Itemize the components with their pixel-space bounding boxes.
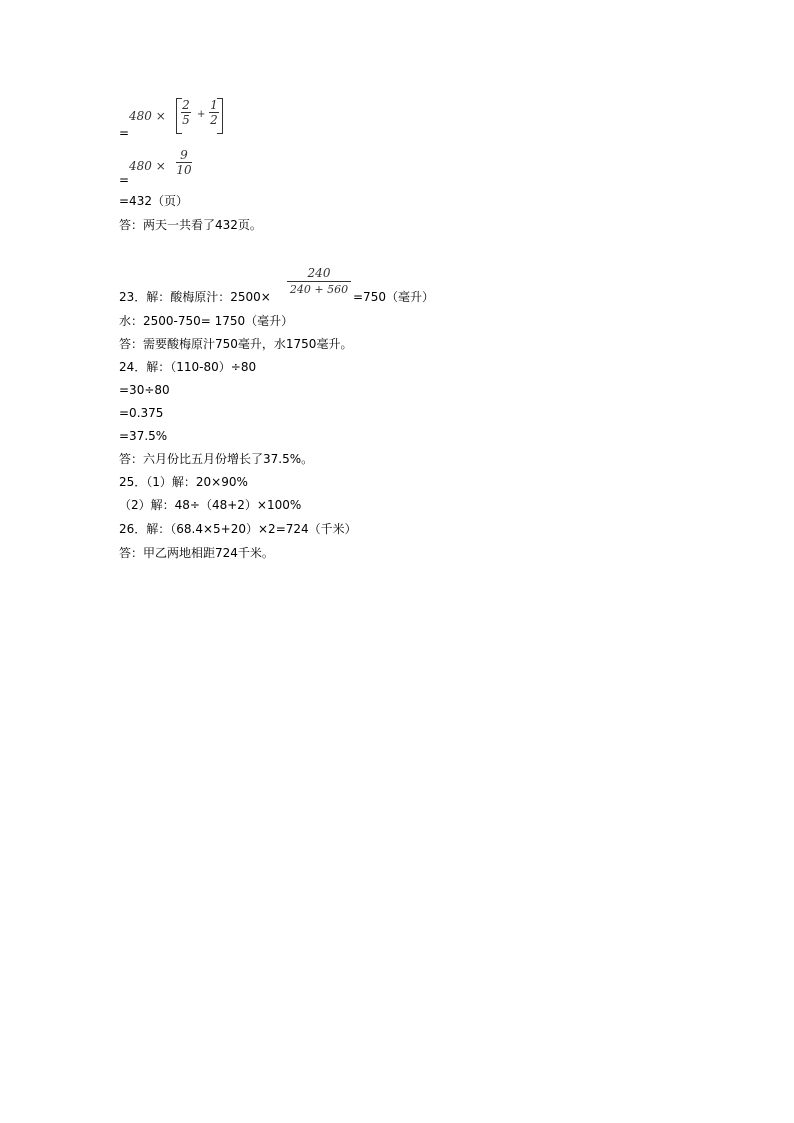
fraction: [181, 98, 191, 127]
fraction: [176, 148, 192, 177]
q25-line2: （2）解：48÷（48+2）×100%: [119, 498, 302, 512]
q23-prefix: 23．解：酸梅原汁：2500×: [119, 290, 271, 304]
q26-line1: 26．解：（68.4×5+20）×2=724（千米）: [119, 522, 357, 536]
right-bracket: [217, 98, 223, 134]
fraction-denominator: 240 + 560: [289, 283, 349, 296]
fraction-numerator: 240: [307, 266, 331, 280]
fraction-denominator: 2: [210, 113, 218, 127]
q22-result: =432（页）: [119, 194, 188, 208]
fraction: [287, 265, 351, 298]
q24-line2: =30÷80: [119, 383, 170, 397]
equals-sign: =: [119, 173, 130, 187]
equals-sign: =: [119, 126, 130, 140]
q23-water: 水：2500-750= 1750（毫升）: [119, 314, 294, 328]
q24-answer: 答：六月份比五月份增长了37.5%。: [119, 452, 314, 466]
plus-sign: +: [197, 109, 206, 120]
fraction-denominator: 5: [182, 113, 190, 127]
math-expression: 480 ×: [129, 159, 166, 173]
q22-answer: 答：两天一共看了432页。: [119, 218, 262, 232]
fraction-numerator: 2: [182, 98, 190, 112]
fraction-denominator: 10: [176, 163, 192, 177]
fraction-numerator: 9: [180, 148, 188, 162]
q23-answer: 答：需要酸梅原汁750毫升，水1750毫升。: [119, 337, 353, 351]
q24-line3: =0.375: [119, 406, 164, 420]
q24-line4: =37.5%: [119, 429, 168, 443]
q23-suffix: =750（毫升）: [353, 290, 434, 304]
q24-line1: 24．解：（110-80）÷80: [119, 360, 257, 374]
math-expression: 480 ×: [129, 109, 166, 123]
q25-line1: 25．（1）解：20×90%: [119, 475, 248, 489]
fraction-numerator: 1: [210, 98, 218, 112]
q26-answer: 答：甲乙两地相距724千米。: [119, 546, 274, 560]
